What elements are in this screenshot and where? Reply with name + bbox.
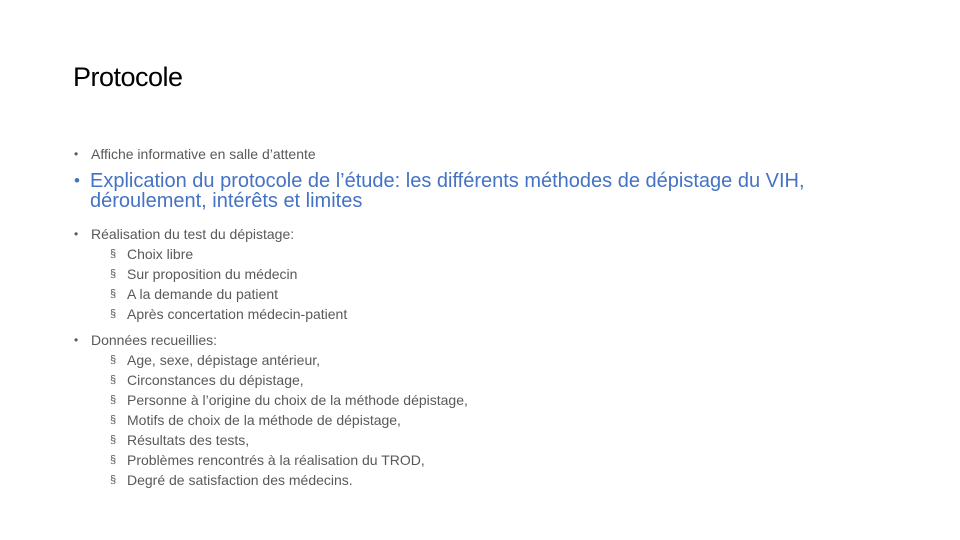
sub-bullet-item	[110, 284, 278, 304]
sub-bullet-text: A la demande du patient	[127, 286, 279, 302]
square-bullet-icon: §	[110, 454, 117, 466]
sub-bullet-item	[110, 390, 468, 410]
bullet-dot-icon: •	[74, 333, 79, 347]
square-bullet-icon: §	[110, 268, 117, 280]
bullet-text: Explication du protocole de l’étude: les différents méthodes de dépistage du VIH, déroulement, intérêts et limites	[90, 170, 805, 212]
bullet-dot-icon: •	[74, 147, 79, 161]
sub-bullet-item	[110, 450, 425, 470]
sub-bullet-item	[110, 410, 401, 430]
square-bullet-icon: §	[110, 414, 117, 426]
square-bullet-icon: §	[110, 354, 117, 366]
sub-bullet-item	[110, 350, 320, 370]
sub-bullet-text: Motifs de choix de la méthode de dépistage,	[127, 412, 401, 428]
square-bullet-icon: §	[110, 308, 117, 320]
sub-bullet-text: Age, sexe, dépistage antérieur,	[127, 352, 321, 368]
sub-bullet-item	[110, 244, 193, 264]
sub-bullet-text: Choix libre	[127, 246, 194, 262]
sub-bullet-item	[110, 470, 353, 490]
bullet-item	[74, 330, 217, 350]
square-bullet-icon: §	[110, 474, 117, 486]
square-bullet-icon: §	[110, 434, 117, 446]
bullet-item-highlight	[74, 171, 894, 211]
bullet-text: Données recueillies:	[91, 332, 218, 348]
sub-bullet-item	[110, 370, 304, 390]
sub-bullet-text: Degré de satisfaction des médecins.	[127, 472, 353, 488]
sub-bullet-text: Problèmes rencontrés à la réalisation du TROD,	[127, 452, 425, 468]
square-bullet-icon: §	[110, 394, 117, 406]
bullet-item	[74, 144, 316, 164]
sub-bullet-text: Circonstances du dépistage,	[127, 372, 304, 388]
sub-bullet-text: Personne à l’origine du choix de la méthode dépistage,	[127, 392, 468, 408]
bullet-dot-icon: •	[74, 227, 79, 241]
sub-bullet-item	[110, 430, 249, 450]
square-bullet-icon: §	[110, 374, 117, 386]
sub-bullet-text: Après concertation médecin-patient	[127, 306, 348, 322]
sub-bullet-text: Résultats des tests,	[127, 432, 250, 448]
sub-bullet-text: Sur proposition du médecin	[127, 266, 298, 282]
slide-title: Protocole	[73, 62, 183, 92]
square-bullet-icon: §	[110, 288, 117, 300]
sub-bullet-item	[110, 304, 347, 324]
bullet-item	[74, 224, 294, 244]
bullet-text: Réalisation du test du dépistage:	[91, 226, 295, 242]
sub-bullet-item	[110, 264, 297, 284]
square-bullet-icon: §	[110, 248, 117, 260]
bullet-text: Affiche informative en salle d’attente	[91, 146, 316, 162]
bullet-dot-icon: •	[74, 171, 80, 190]
